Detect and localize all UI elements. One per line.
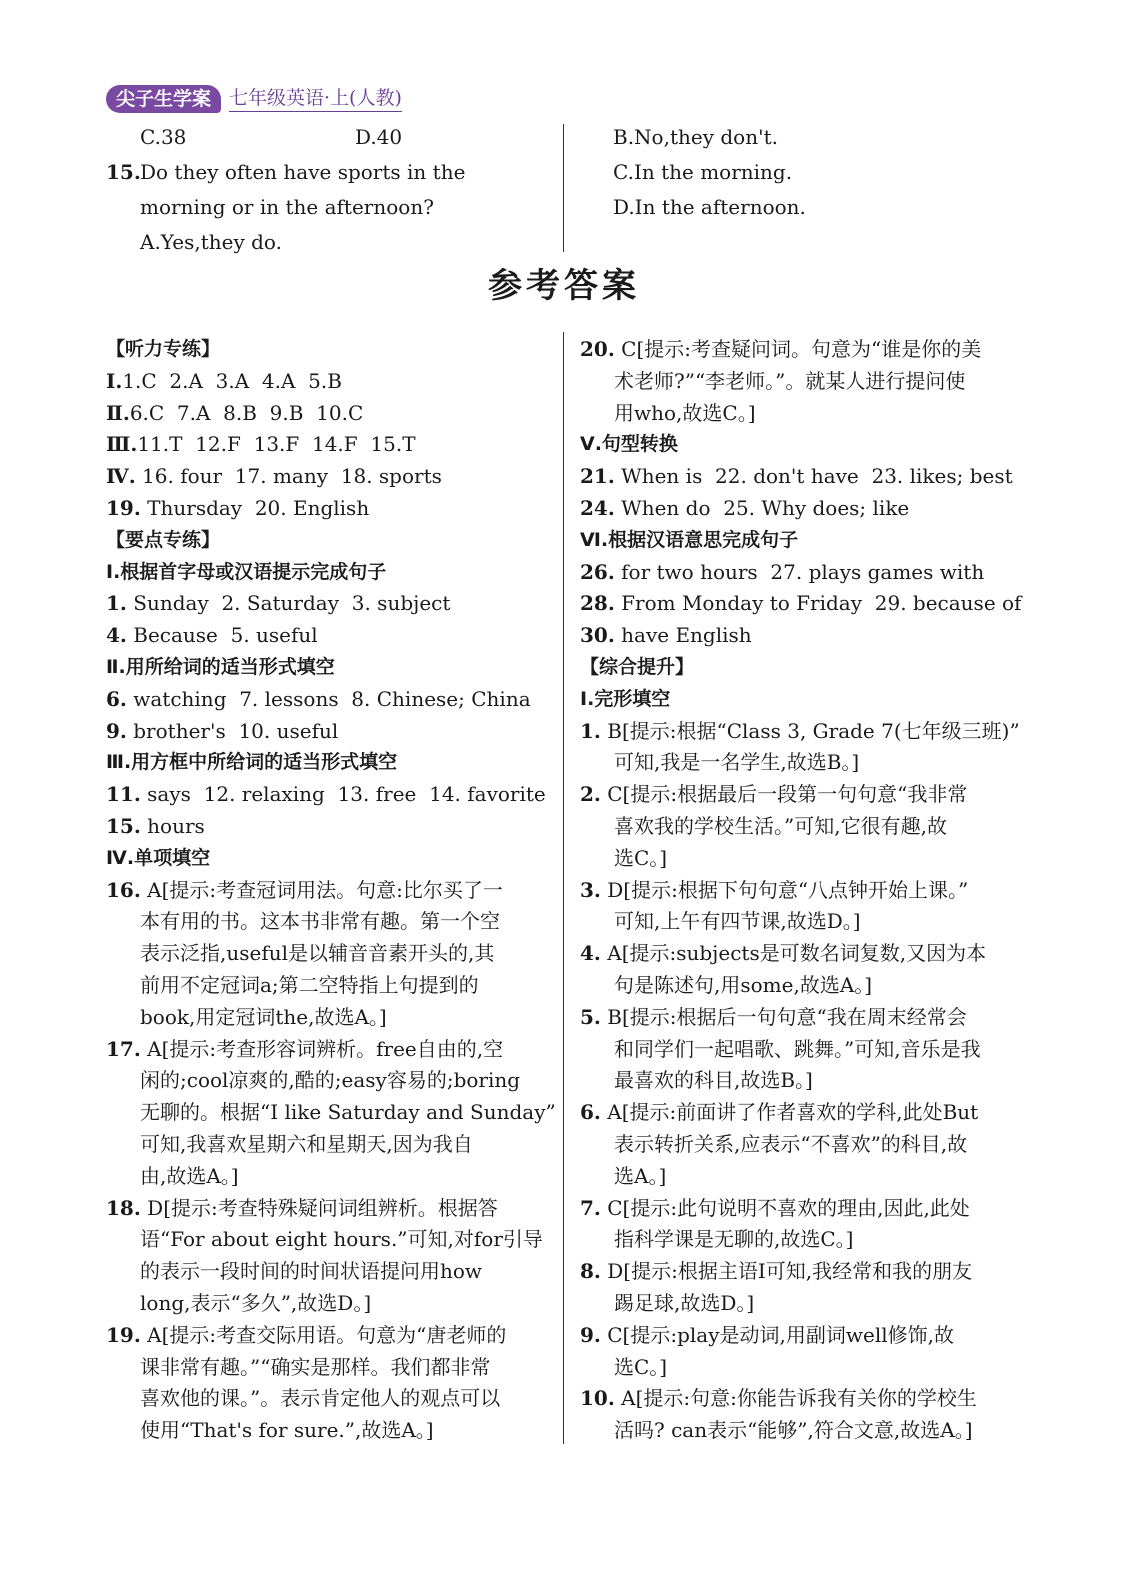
left-col-line: long,表示“多久”,故选D。] — [140, 1291, 372, 1315]
right-col-line: 24. When do 25. Why does; like — [580, 496, 910, 520]
left-col-line: Ⅲ.用方框中所给词的适当形式填空 — [106, 751, 398, 774]
option-c: C.In the morning. — [613, 160, 793, 184]
left-col-line: 16. A[提示:考查冠词用法。句意:比尔买了一 — [106, 877, 503, 902]
section-title: 参考答案 — [488, 266, 640, 306]
left-col-line: 表示泛指,useful是以辅音音素开头的,其 — [140, 941, 495, 966]
right-col-line: 6. A[提示:前面讲了作者喜欢的学科,此处But — [580, 1100, 979, 1125]
right-col-line: 和同学们一起唱歌、跳舞。”可知,音乐是我 — [614, 1036, 981, 1061]
right-col-line: 表示转折关系,应表示“不喜欢”的科目,故 — [614, 1132, 968, 1156]
left-col-line: 9. brother's 10. useful — [106, 718, 339, 743]
right-col-line: 用who,故选C。] — [614, 400, 756, 425]
right-col-line: 活吗? can表示“能够”,符合文意,故选A。] — [614, 1418, 973, 1443]
left-col-line: 1. Sunday 2. Saturday 3. subject — [106, 591, 451, 616]
left-col-line: 6. watching 7. lessons 8. Chinese; China — [106, 686, 531, 711]
right-col-line: 21. When is 22. don't have 23. likes; best — [580, 464, 1013, 489]
column-divider-main — [563, 332, 564, 1444]
left-col-line: 19. A[提示:考查交际用语。句意为“唐老师的 — [106, 1322, 507, 1347]
option-b: B.No,they don't. — [613, 125, 778, 149]
right-col-line: 指科学课是无聊的,故选C。] — [614, 1227, 854, 1252]
left-col-line: 4. Because 5. useful — [106, 623, 318, 648]
left-col-line: 使用“That's for sure.”,故选A。] — [140, 1418, 434, 1443]
right-col-line: 踢足球,故选D。] — [614, 1291, 755, 1315]
right-col-line: 可知,上午有四节课,故选D。] — [614, 909, 861, 934]
right-col-line: 10. A[提示:句意:你能告诉我有关你的学校生 — [580, 1386, 977, 1411]
left-col-line: 19. Thursday 20. English — [106, 496, 370, 520]
right-col-line: 7. C[提示:此句说明不喜欢的理由,因此,此处 — [580, 1195, 970, 1220]
column-divider-top — [563, 124, 564, 252]
option-d: D.In the afternoon. — [613, 195, 806, 219]
left-col-line: 【要点专练】 — [106, 528, 221, 551]
left-col-line: Ⅲ.11.T 12.F 13.F 14.F 15.T — [106, 432, 416, 457]
left-col-line: 的表示一段时间的时间状语提问用how — [140, 1259, 483, 1284]
right-col-line: 30. have English — [580, 623, 752, 648]
left-col-line: 喜欢他的课。”。表示肯定他人的观点可以 — [140, 1386, 501, 1411]
left-col-line: 11. says 12. relaxing 13. free 14. favorite — [106, 782, 546, 807]
left-col-line: Ⅰ.根据首字母或汉语提示完成句子 — [106, 560, 387, 583]
option-a: A.Yes,they do. — [140, 230, 282, 254]
book-subtitle: 七年级英语·上(人教) — [229, 86, 402, 112]
question-15-text-2: morning or in the afternoon? — [140, 195, 434, 219]
page-header — [106, 84, 402, 114]
left-col-line: 【听力专练】 — [106, 338, 221, 360]
brand-badge: 尖子生学案 — [106, 85, 221, 113]
right-col-line: 选A。] — [614, 1163, 667, 1188]
left-col-line: Ⅱ.用所给词的适当形式填空 — [106, 656, 335, 678]
right-col-line: 9. C[提示:play是动词,用副词well修饰,故 — [580, 1322, 954, 1347]
left-col-line: book,用定冠词the,故选A。] — [140, 1004, 387, 1029]
right-col-line: 3. D[提示:根据下句句意“八点钟开始上课。” — [580, 877, 969, 902]
right-col-line: 最喜欢的科目,故选B。] — [614, 1068, 813, 1093]
right-col-line: 句是陈述句,用some,故选A。] — [614, 973, 873, 997]
left-col-line: Ⅳ.单项填空 — [106, 846, 211, 869]
right-col-line: Ⅵ.根据汉语意思完成句子 — [580, 528, 799, 551]
left-col-line: 无聊的。根据“I like Saturday and Sunday” — [140, 1100, 556, 1125]
right-col-line: Ⅰ.完形填空 — [580, 687, 671, 710]
right-col-line: 可知,我是一名学生,故选B。] — [614, 750, 860, 775]
right-col-line: 1. B[提示:根据“Class 3, Grade 7(七年级三班)” — [580, 718, 1020, 743]
left-col-line: 可知,我喜欢星期六和星期天,因为我自 — [140, 1132, 473, 1156]
right-col-line: 选C。] — [614, 845, 668, 870]
right-col-line: 术老师?”“李老师。”。就某人进行提问使 — [614, 368, 966, 393]
right-col-line: 20. C[提示:考查疑问词。句意为“谁是你的美 — [580, 337, 982, 361]
left-col-line: 18. D[提示:考查特殊疑问词组辨析。根据答 — [106, 1195, 498, 1220]
right-col-line: 4. A[提示:subjects是可数名词复数,又因为本 — [580, 941, 987, 966]
left-col-line: 前用不定冠词a;第二空特指上句提到的 — [140, 973, 479, 997]
right-col-line: 28. From Monday to Friday 29. because of — [580, 591, 1022, 616]
left-col-line: 闲的;cool凉爽的,酷的;easy容易的;boring — [140, 1068, 521, 1093]
left-col-line: 课非常有趣。”“确实是那样。我们都非常 — [140, 1354, 491, 1379]
option-c-38: C.38 — [140, 125, 187, 149]
question-15-text: Do they often have sports in the — [140, 160, 466, 184]
right-col-line: 5. B[提示:根据后一句句意“我在周末经常会 — [580, 1004, 967, 1029]
left-col-line: Ⅱ.6.C 7.A 8.B 9.B 10.C — [106, 400, 364, 425]
left-col-line: 本有用的书。这本书非常有趣。第一个空 — [140, 909, 500, 934]
right-col-line: Ⅴ.句型转换 — [580, 433, 678, 456]
right-col-line: 喜欢我的学校生活。”可知,它很有趣,故 — [614, 814, 947, 838]
right-col-line: 8. D[提示:根据主语I可知,我经常和我的朋友 — [580, 1259, 973, 1284]
left-col-line: Ⅰ.1.C 2.A 3.A 4.A 5.B — [106, 368, 342, 393]
left-col-line: 语“For about eight hours.”可知,对for引导 — [140, 1227, 543, 1252]
right-col-line: 2. C[提示:根据最后一段第一句句意“我非常 — [580, 782, 968, 807]
left-col-line: 15. hours — [106, 814, 205, 838]
right-col-line: 26. for two hours 27. plays games with — [580, 559, 985, 584]
question-15-number: 15. — [106, 160, 141, 184]
left-col-line: Ⅳ. 16. four 17. many 18. sports — [106, 464, 442, 489]
right-col-line: 【综合提升】 — [580, 656, 695, 678]
right-col-line: 选C。] — [614, 1354, 668, 1379]
option-d-40: D.40 — [355, 125, 403, 149]
left-col-line: 17. A[提示:考查形容词辨析。free自由的,空 — [106, 1036, 504, 1061]
left-col-line: 由,故选A。] — [140, 1163, 239, 1188]
